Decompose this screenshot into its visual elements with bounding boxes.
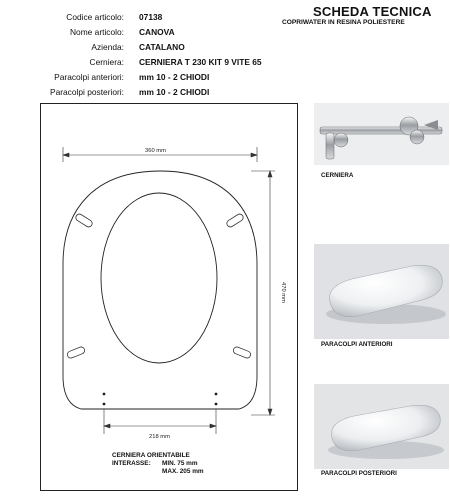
drawing-frame bbox=[40, 103, 298, 491]
hinge-spacing-dimension bbox=[104, 409, 216, 434]
spec-label-company: Azienda: bbox=[91, 42, 124, 52]
front-bumper-photo bbox=[314, 244, 449, 339]
seat-opening bbox=[101, 193, 217, 363]
spec-value-name: CANOVA bbox=[139, 27, 175, 37]
width-label: 360 mm bbox=[145, 148, 166, 154]
hinge-spacing-label: 218 mm bbox=[149, 434, 170, 440]
sheet-subtitle: COPRIWATER IN RESINA POLIESTERE bbox=[282, 19, 405, 26]
height-label: 470 mm bbox=[280, 282, 286, 303]
spec-label-code: Codice articolo: bbox=[66, 12, 124, 22]
hinge-holes bbox=[103, 393, 218, 406]
spec-label-hinge: Cerniera: bbox=[89, 57, 124, 67]
spec-value-rear-bumpers: mm 10 - 2 CHIODI bbox=[139, 87, 210, 97]
front-bumper-image bbox=[314, 244, 449, 339]
spec-label-name: Nome articolo: bbox=[70, 27, 124, 37]
front-bumper-caption: PARACOLPI ANTERIORI bbox=[321, 341, 393, 348]
interasse-min: MIN. 75 mm bbox=[162, 460, 198, 467]
spec-label-front-bumpers: Paracolpi anteriori: bbox=[54, 72, 124, 82]
spec-value-front-bumpers: mm 10 - 2 CHIODI bbox=[139, 72, 210, 82]
rear-bumper-photo bbox=[314, 384, 449, 469]
hinge-photo bbox=[314, 103, 449, 165]
bumper-slots bbox=[66, 213, 251, 359]
rear-bumper-image bbox=[314, 384, 449, 469]
spec-value-hinge: CERNIERA T 230 KIT 9 VITE 65 bbox=[139, 57, 262, 67]
seat-outline bbox=[63, 171, 257, 409]
spec-label-rear-bumpers: Paracolpi posteriori: bbox=[49, 87, 124, 97]
height-dimension bbox=[251, 171, 275, 415]
spec-value-code: 07138 bbox=[139, 12, 163, 22]
rear-bumper-caption: PARACOLPI POSTERIORI bbox=[321, 470, 397, 477]
sheet-title: SCHEDA TECNICA bbox=[313, 4, 432, 19]
spec-value-company: CATALANO bbox=[139, 42, 185, 52]
seat-drawing bbox=[41, 104, 297, 490]
interasse-label: INTERASSE: bbox=[112, 460, 151, 467]
hinge-caption: CERNIERA bbox=[321, 172, 354, 179]
hinge-image bbox=[314, 103, 449, 165]
hinge-type-note: CERNIERA ORIENTABILE bbox=[112, 452, 190, 459]
interasse-max: MAX. 205 mm bbox=[162, 468, 204, 475]
